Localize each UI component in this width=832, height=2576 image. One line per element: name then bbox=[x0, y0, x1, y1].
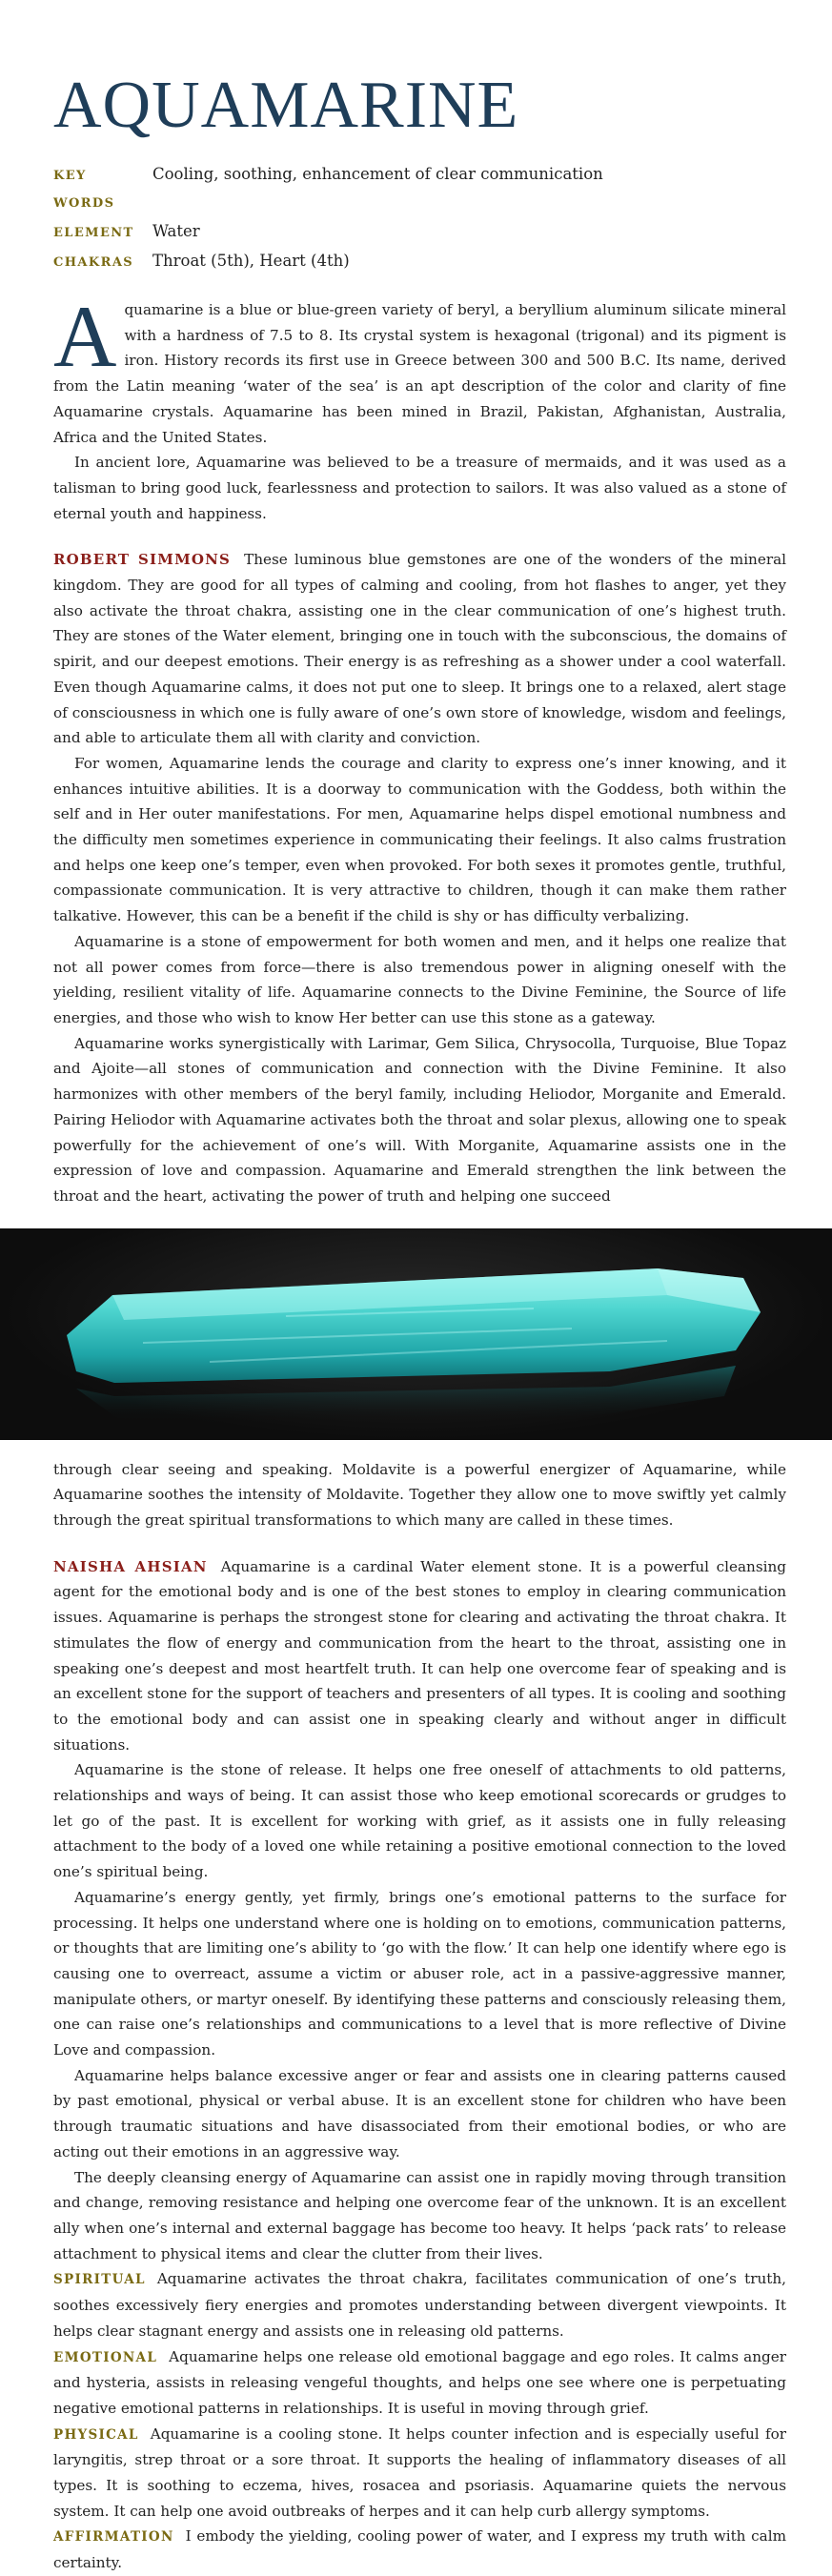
crystal-illustration bbox=[0, 1228, 832, 1440]
section-gap bbox=[53, 526, 786, 547]
intro-paragraph-2: In ancient lore, Aquamarine was believed to be a treasure of mermaids, and it was used as a talisman to bring good luck, fearlessness and protection to sailors. It was also valued as a stone of eternal youth and happiness. bbox=[53, 454, 786, 522]
meta-row-keywords bbox=[53, 160, 786, 217]
meta-value: Water bbox=[152, 222, 200, 240]
physical-text: Aquamarine is a cooling stone. It helps counter infection and is especially useful for laryngitis, strep throat or a sore throat. It supports the healing of inflammatory diseases of all types. It is soothing to eczema, hives, rosacea and psoriasis. Aquamarine quiets the nervous system. It can help one avoid outbreaks of herpes and it can help curb allergy symptoms. bbox=[53, 2424, 786, 2520]
meta-value: Cooling, soothing, enhancement of clear communication bbox=[152, 165, 603, 183]
page-title: AQUAMARINE bbox=[53, 69, 519, 142]
ahsian-paragraph-4: Aquamarine helps balance excessive anger or fear and assists one in clearing patterns caused by past emotional, physical or verbal abuse. It is an excellent stone for children who have been through traumatic situations and have disassociated from their emotional bodies, or who are acting out their emotions in an aggressive way. bbox=[53, 2066, 786, 2160]
simmons-text: These luminous blue gemstones are one of the wonders of the mineral kingdom. They are good for all types of calming and cooling, from hot flashes to anger, yet they also activate the throat chakra, assisting one in the clear communication of one’s highest truth. They are stones of the Water element, bringing one in touch with the subconscious, the domains of spirit, and our deepest emotions. Their energy is as refreshing as a shower under a cool waterfall. Even though Aquamarine calms, it does not put one to sleep. It brings one to a relaxed, alert stage of consciousness in which one is fully aware of one’s own store of knowledge, wisdom and feelings, and able to articulate them all with clarity and conviction. bbox=[53, 551, 786, 747]
spiritual-text: Aquamarine activates the throat chakra, facilitates communication of one’s truth, soothes excessively fiery energies and promotes understanding between divergent viewpoints. It helps clear stagnant energy and assists one in releasing old patterns. bbox=[53, 2270, 786, 2340]
meta-block bbox=[53, 160, 786, 276]
simmons-paragraph-2: For women, Aquamarine lends the courage and clarity to express one’s inner knowing, and it enhances intuitive abilities. It is a doorway to communication with the Goddess, both within the self and in Her outer manifestations. For men, Aquamarine helps dispel emotional numbness and the difficulty men sometimes experience in communicating their feelings. It also calms frustration and helps one keep one’s temper, even when provoked. For both sexes it promotes gentle, truthful, compassionate communication. It is very attractive to children, though it can make them rather talkative. However, this can be a benefit if the child is shy or has difficulty verbalizing. bbox=[53, 754, 786, 925]
simmons-paragraph-3: Aquamarine is a stone of empowerment for both women and men, and it helps one realize that not all power comes from force—there is also tremendous power in aligning oneself with the yielding, resilient vitality of life. Aquamarine connects to the Divine Feminine, the Source of life energies, and those who wish to know Her better can use this stone as a gateway. bbox=[53, 932, 786, 1026]
aquamarine-crystal-photo bbox=[0, 1228, 832, 1440]
tag-affirmation: AFFIRMATION bbox=[53, 2529, 174, 2546]
intro-paragraph-1 bbox=[53, 288, 786, 450]
author-ahsian: NAISHA AHSIAN bbox=[53, 1557, 208, 1575]
simmons-paragraph-1 bbox=[53, 547, 786, 751]
spiritual-paragraph bbox=[53, 2266, 786, 2343]
meta-row-chakras bbox=[53, 247, 786, 276]
physical-paragraph bbox=[53, 2422, 786, 2525]
intro-text: quamarine is a blue or blue-green variety of beryl, a beryllium aluminum silicate mineral with a hardness of 7.5 to 8. Its crystal system is hexagonal (trigonal) and its pigment is iron. History records its first use in Greece between 300 and 500 B.C. Its name, derived from the Latin meaning ‘water of the sea’ is an apt description of the color and clarity of fine Aquamarine crystals. Aquamarine has been mined in Brazil, Pakistan, Afghanistan, Australia, Africa and the United States. bbox=[53, 301, 786, 446]
meta-label: ELEMENT bbox=[53, 226, 134, 240]
ahsian-paragraph-2: Aquamarine is the stone of release. It helps one free oneself of attachments to old patterns, relationships and ways of being. It can assist those who keep emotional scorecards or grudges to let go of the past. It is excellent for working with grief, as it assists one in fully releasing attachment to the body of a loved one while retaining a positive emotional connection to the loved one’s spiritual being. bbox=[53, 1761, 786, 1881]
meta-row-element bbox=[53, 217, 786, 247]
tag-physical: PHYSICAL bbox=[53, 2426, 139, 2443]
ahsian-paragraph-5: The deeply cleansing energy of Aquamarine can assist one in rapidly moving through transition and change, removing resistance and helping one overcome fear of the unknown. It is an excellent ally when one’s internal and external baggage has become too heavy. It helps ‘pack rats’ to release attachment to physical items and clear the clutter from their lives. bbox=[53, 2168, 786, 2262]
section-gap bbox=[53, 1533, 786, 1554]
ahsian-text: Aquamarine is a cardinal Water element stone. It is a powerful cleansing agent for the emotional body and is one of the best stones to employ in clearing communication issues. Aquamarine is perhaps the strongest stone for clearing and activating the throat chakra. It stimulates the flow of energy and communication from the heart to the throat, assisting one in speaking one’s deepest and most heartfelt truth. It can help one overcome fear of speaking and is an excellent stone for the support of teachers and presenters of all types. It is cooling and soothing to the emotional body and can assist one in speaking clearly and without anger in difficult situations. bbox=[53, 1557, 786, 1754]
ahsian-paragraph-3: Aquamarine’s energy gently, yet firmly, brings one’s emotional patterns to the surface for processing. It helps one understand where one is holding on to emotions, communication patterns, or thoughts that are limiting one’s ability to ‘go with the flow.’ It can help one identify where ego is causing one to overreact, assume a victim or abuser role, act in a passive-aggressive manner, manipulate others, or martyr oneself. By identifying these patterns and consciously releasing them, one can raise one’s relationships and communications to a level that is more reflective of Divine Love and compassion. bbox=[53, 1888, 786, 2059]
meta-value: Throat (5th), Heart (4th) bbox=[152, 252, 350, 270]
simmons-paragraph-5: through clear seeing and speaking. Moldavite is a powerful energizer of Aquamarine, while Aquamarine soothes the intensity of Moldavite. Together they allow one to move swiftly yet calmly through the great spiritual transformations to which many are called in these times. bbox=[53, 1460, 786, 1530]
simmons-paragraph-4: Aquamarine works synergistically with Larimar, Gem Silica, Chrysocolla, Turquoise, Blue Topaz and Ajoite—all stones of communication and connection with the Divine Feminine. It also harmonizes with other members of the beryl family, including Heliodor, Morganite and Emerald. Pairing Heliodor with Aquamarine activates both the throat and solar plexus, allowing one to speak powerfully for the achievement of one’s will. With Morganite, Aquamarine assists one in the expression of love and compassion. Aquamarine and Emerald strengthen the link between the throat and the heart, activating the power of truth and helping one succeed bbox=[53, 1034, 786, 1205]
emotional-paragraph bbox=[53, 2344, 786, 2422]
emotional-text: Aquamarine helps one release old emotional baggage and ego roles. It calms anger and hysteria, assists in releasing vengeful thoughts, and helps one see where one is perpetuating negative emotional patterns in relationships. It is useful in moving through grief. bbox=[53, 2347, 786, 2417]
meta-label: CHAKRAS bbox=[53, 255, 134, 270]
tag-spiritual: SPIRITUAL bbox=[53, 2272, 146, 2288]
drop-cap: A bbox=[53, 288, 117, 385]
affirmation-paragraph bbox=[53, 2524, 786, 2575]
ahsian-paragraph-1 bbox=[53, 1554, 786, 1758]
author-simmons: ROBERT SIMMONS bbox=[53, 551, 232, 569]
affirmation-text: I embody the yielding, cooling power of water, and I express my truth with calm certainty. bbox=[53, 2527, 786, 2572]
meta-label: KEY WORDS bbox=[53, 169, 115, 211]
tag-emotional: EMOTIONAL bbox=[53, 2349, 158, 2365]
